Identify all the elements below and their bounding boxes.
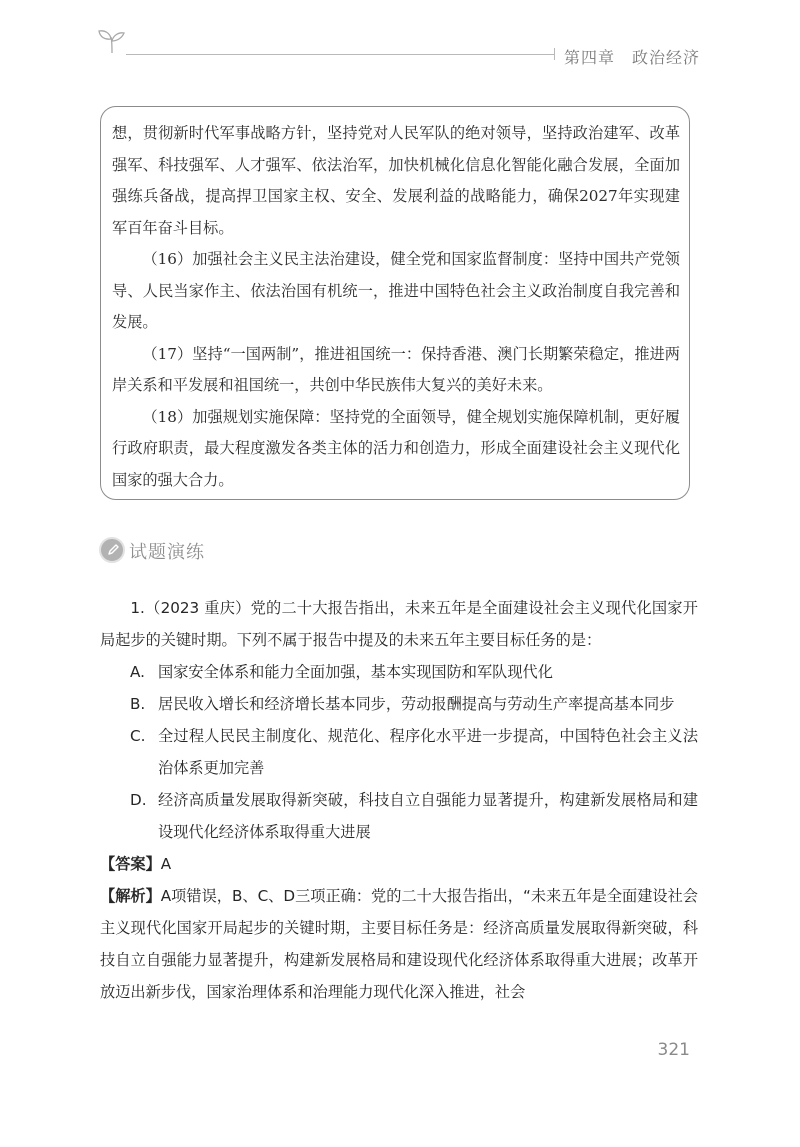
box-paragraph: 想，贯彻新时代军事战略方针，坚持党对人民军队的绝对领导，坚持政治建军、改革强军、科技强军、人才强军、依法治军，加快机械化信息化智能化融合发展，全面加强练兵备战，提高捍卫国家主权、安全、发展利益的战略能力，确保2027年实现建军百年奋斗目标。	[112, 124, 680, 237]
option-letter: C.	[130, 727, 146, 745]
header-rule	[126, 54, 554, 55]
page-header	[0, 0, 800, 80]
analysis-text: A项错误，B、C、D三项正确：党的二十大报告指出，“未来五年是全面建设社会主义现代化国家开局起步的关键时期，主要目标任务是：经济高质量发展取得新突破，科技自立自强能力显著提升，构建新发展格局和建设现代化经济体系取得重大进展；改革开放迈出新步伐，国家治理体系和治理能力现代化深入推进，社会	[100, 887, 698, 1001]
box-paragraph: （18）加强规划实施保障：坚持党的全面领导，健全规划实施保障机制，更好履行政府职责，最大程度激发各类主体的活力和创造力，形成全面建设社会主义现代化国家的强大合力。	[112, 407, 680, 489]
analysis-paragraph	[100, 880, 698, 1008]
summary-box-text	[112, 118, 680, 496]
pencil-icon	[99, 537, 125, 563]
answer-value: A	[160, 855, 172, 873]
option-letter: B.	[130, 695, 146, 713]
option-letter: D.	[130, 791, 147, 809]
option-letter: A.	[130, 663, 145, 681]
page-number: 321	[657, 1040, 690, 1060]
question-block	[100, 592, 698, 1008]
header-divider	[554, 48, 555, 60]
option-text: 经济高质量发展取得新突破，科技自立自强能力显著提升，构建新发展格局和建设现代化经济体系取得重大进展	[158, 791, 698, 841]
sprout-icon	[96, 28, 128, 54]
answer-line	[100, 848, 698, 880]
option-a	[100, 656, 698, 688]
option-text: 全过程人民民主制度化、规范化、程序化水平进一步提高，中国特色社会主义法治体系更加完善	[158, 727, 698, 777]
option-d	[100, 784, 698, 848]
option-text: 国家安全体系和能力全面加强，基本实现国防和军队现代化	[158, 663, 553, 681]
box-paragraph: （17）坚持“一国两制”，推进祖国统一：保持香港、澳门长期繁荣稳定，推进两岸关系和平发展和祖国统一，共创中华民族伟大复兴的美好未来。	[112, 344, 680, 394]
box-paragraph: （16）加强社会主义民主法治建设，健全党和国家监督制度：坚持中国共产党领导、人民当家作主、依法治国有机统一，推进中国特色社会主义政治制度自我完善和发展。	[112, 250, 680, 331]
question-stem: 1.（2023 重庆）党的二十大报告指出，未来五年是全面建设社会主义现代化国家开局起步的关键时期。下列不属于报告中提及的未来五年主要目标任务的是：	[100, 599, 698, 649]
chapter-title: 第四章 政治经济	[564, 48, 701, 67]
option-b	[100, 688, 698, 720]
answer-label: 【答案】	[100, 855, 161, 873]
option-text: 居民收入增长和经济增长基本同步，劳动报酬提高与劳动生产率提高基本同步	[158, 695, 675, 713]
analysis-label: 【解析】	[100, 887, 161, 905]
section-title: 试题演练	[129, 542, 205, 563]
option-c	[100, 720, 698, 784]
